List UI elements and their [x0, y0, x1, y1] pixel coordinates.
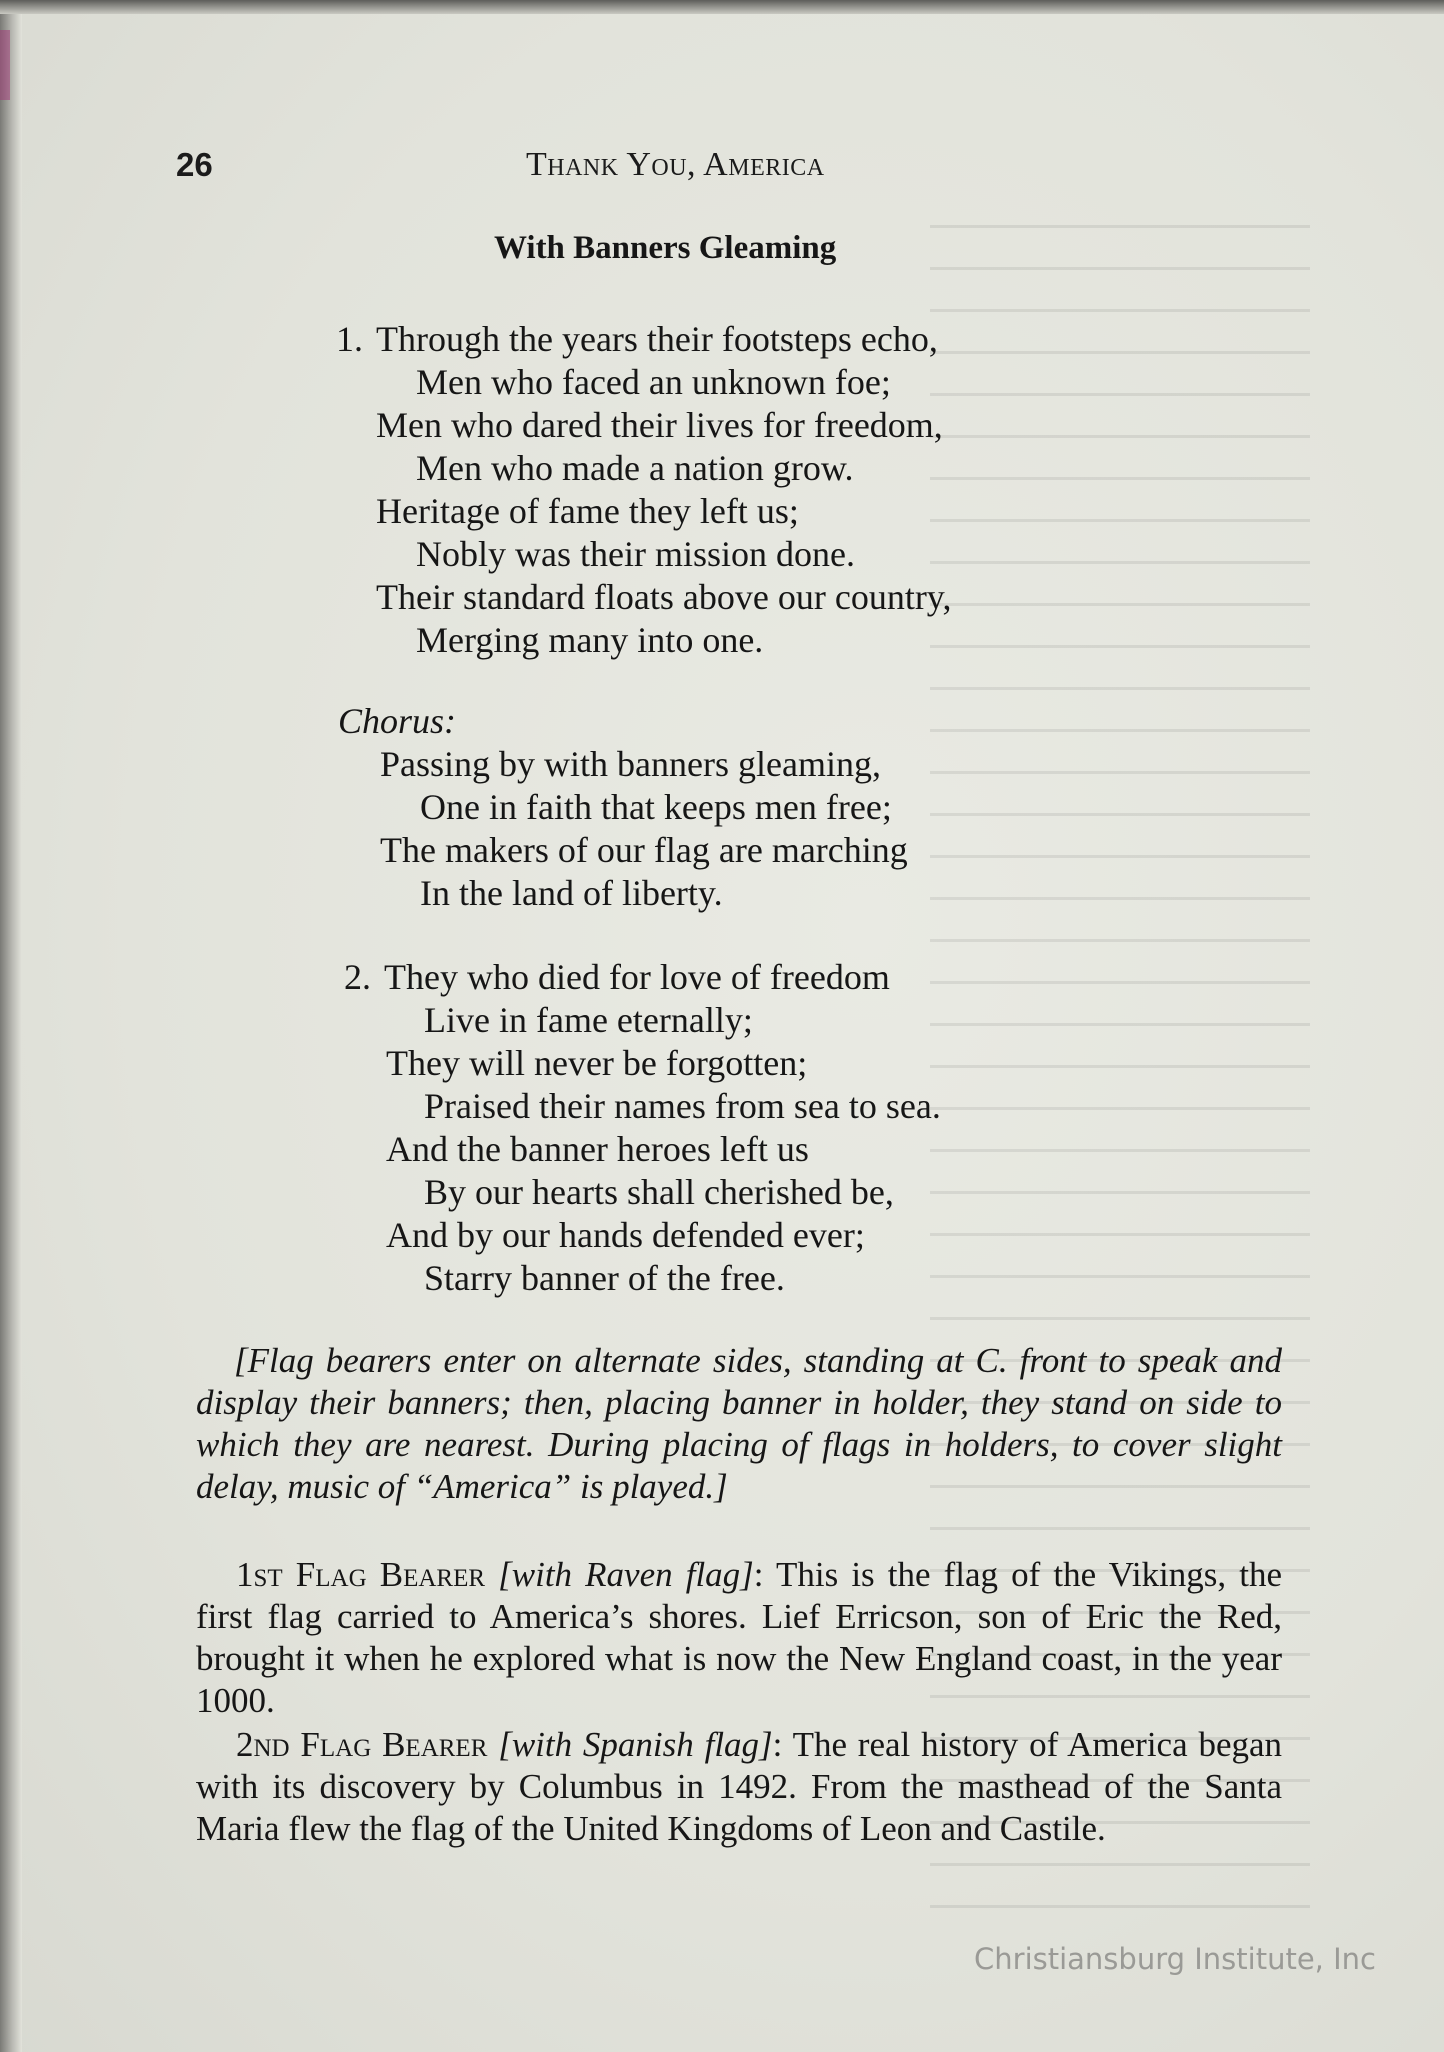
- chorus: [338, 700, 908, 915]
- speaker-name: 2nd Flag Bearer: [236, 1725, 488, 1764]
- watermark: Christiansburg Institute, Inc: [974, 1942, 1376, 1976]
- verse-line: Their standard floats above our country,: [376, 577, 952, 617]
- verse-line: And the banner heroes left us: [386, 1129, 809, 1169]
- speech-text: : This is the flag of the Vikings, the first flag carried to America’s shores. Lief Erricson, son of Eric the Red, brought it when he explored what is now the New England coast, in the year 1000.: [196, 1555, 1283, 1720]
- verse-line: Starry banner of the free.: [424, 1258, 785, 1298]
- inline-stage-direction: [with Raven flag]: [498, 1555, 754, 1594]
- stanza-1: [338, 318, 951, 662]
- stage-direction: [Flag bearers enter on alternate sides, standing at C. front to speak and display their banners; then, placing banner in holder, they stand on side to which they are nearest. During placing of flags in holders, to cover slight delay, music of “America” is played.]: [196, 1341, 1282, 1506]
- stanza-number: 1.: [336, 319, 363, 359]
- verse-line: Merging many into one.: [416, 620, 764, 660]
- inline-stage-direction: [with Spanish flag]: [498, 1725, 773, 1764]
- flag-bearer-speech: [196, 1554, 1282, 1722]
- verse-line: In the land of liberty.: [420, 873, 723, 913]
- verse-line-text: Through the years their footsteps echo,: [376, 319, 938, 359]
- verse-line-text: They who died for love of freedom: [384, 957, 890, 997]
- verse-line: They will never be forgotten;: [386, 1043, 808, 1083]
- verse-line: Passing by with banners gleaming,: [380, 744, 881, 784]
- speaker-name: 1st Flag Bearer: [236, 1555, 486, 1594]
- stanza-2: [346, 956, 941, 1300]
- running-head: [176, 146, 1286, 190]
- page-number: 26: [176, 146, 213, 183]
- verse-line: [338, 318, 951, 361]
- verse-line: [346, 956, 941, 999]
- verse-line: Men who faced an unknown foe;: [416, 362, 891, 402]
- verse-line: The makers of our flag are marching: [380, 830, 908, 870]
- verse-line: One in faith that keeps men free;: [420, 787, 892, 827]
- verse-line: Nobly was their mission done.: [416, 534, 855, 574]
- flag-bearer-speech: [196, 1724, 1282, 1850]
- chorus-label: Chorus:: [338, 701, 457, 741]
- verse-line: And by our hands defended ever;: [386, 1215, 865, 1255]
- running-title: Thank You, America: [526, 146, 825, 183]
- verse-line: Praised their names from sea to sea.: [424, 1086, 941, 1126]
- verse-line: Men who dared their lives for freedom,: [376, 405, 943, 445]
- page-edge-mark: [0, 30, 10, 100]
- speech-text: : The real history of America began with its discovery by Columbus in 1492. From the masthead of the Santa Maria flew the flag of the United Kingdoms of Leon and Castile.: [196, 1725, 1283, 1848]
- verse-line: By our hearts shall cherished be,: [424, 1172, 894, 1212]
- verse-line: Heritage of fame they left us;: [376, 491, 799, 531]
- verse-line: Live in fame eternally;: [424, 1000, 753, 1040]
- poem-title: With Banners Gleaming: [494, 230, 837, 266]
- verse-line: Men who made a nation grow.: [416, 448, 854, 488]
- stanza-number: 2.: [344, 957, 371, 997]
